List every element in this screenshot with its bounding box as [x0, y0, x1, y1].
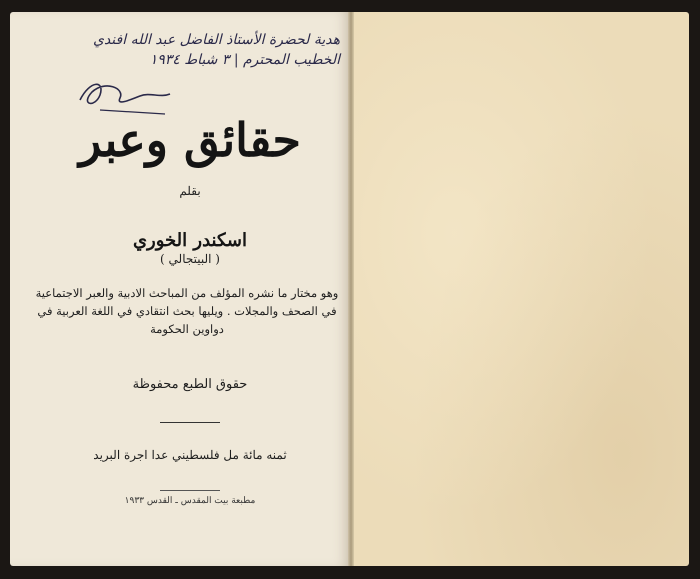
- divider: [160, 422, 220, 423]
- printer-imprint: مطبعة بيت المقدس ـ القدس ١٩٣٣: [124, 496, 256, 506]
- book-title: حقائق وعبر: [79, 113, 301, 167]
- inscription-line-1: هدية لحضرة الأستاذ الفاضل عبد الله افندي: [93, 32, 340, 48]
- handwritten-inscription: [50, 30, 340, 70]
- copyright-notice: حقوق الطبع محفوظة: [132, 377, 248, 392]
- divider: [160, 490, 220, 491]
- author-pen-name: ( البيتجالي ): [160, 252, 220, 266]
- left-page: [10, 12, 350, 566]
- author-name: اسكندر الخوري: [132, 230, 248, 251]
- book-description: وهو مختار ما نشره المؤلف من المباحث الادبية والعبر الاجتماعية في الصحف والمجلات . ويليها بحث انتقادي في اللغة العربية في دواوين الحكومة: [35, 286, 339, 336]
- inscription-line-2: الخطيب المحترم | ٣ شباط ١٩٣٤: [149, 52, 340, 68]
- right-page-blank: [354, 12, 689, 566]
- price-notice: ثمنه مائة مل فلسطيني عدا اجرة البريد: [93, 448, 287, 462]
- byline: بقلم: [179, 184, 201, 198]
